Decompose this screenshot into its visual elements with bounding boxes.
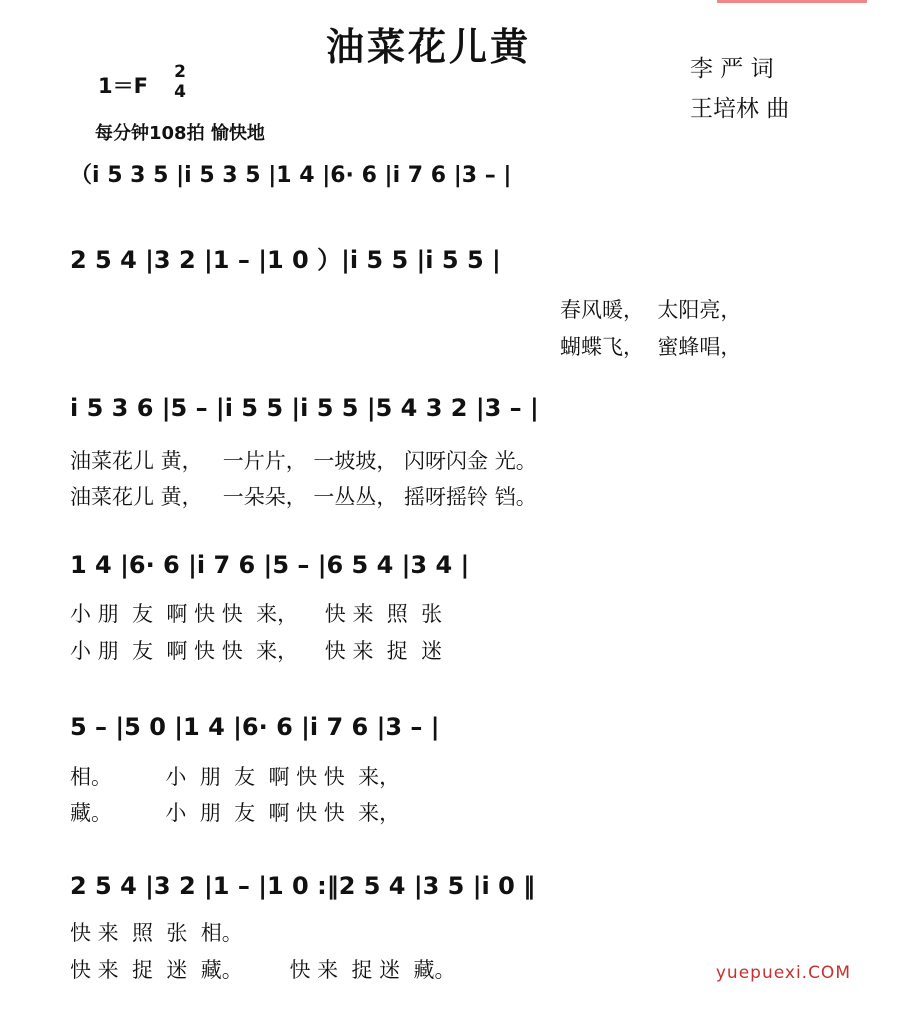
lyric-line-3-verse-1: 油菜花儿 黄， 一片片， 一坡坡， 闪呀闪金 光。 [70, 449, 537, 473]
score-line-1 [0, 160, 897, 210]
lyric-line-4-verse-1: 小 朋 友 啊 快 快 来， 快 来 照 张 [70, 602, 443, 626]
lyric-line-5-verse-2: 藏。 小 朋 友 啊 快 快 来， [70, 801, 401, 825]
score-line-6 [0, 870, 897, 920]
score-line-4 [0, 549, 897, 599]
site-watermark: yuepuexi.COM [715, 963, 851, 983]
score-line-3 [0, 392, 897, 442]
score-line-6-text: 2 5 4 |3 2 |1 – |1 0 :‖2 5 4 |3 5 |i 0 ‖ [70, 872, 536, 900]
lyric-line-4-verse-2: 小 朋 友 啊 快 快 来， 快 来 捉 迷 [70, 639, 443, 663]
lyric-line-6-verse-1: 快 来 照 张 相。 [70, 921, 243, 945]
score-line-3-text: i 5 3 6 |5 – |i 5 5 |i 5 5 |5 4 3 2 |3 – | [70, 394, 539, 422]
score-line-5 [0, 711, 897, 761]
score-line-1-text: （i 5 3 5 |i 5 3 5 |1 4 |6· 6 |i 7 6 |3 – | [70, 163, 512, 188]
score-line-4-text: 1 4 |6· 6 |i 7 6 |5 – |6 5 4 |3 4 | [70, 551, 470, 579]
lyric-line-2-verse-2: 蝴蝶飞， 蜜蜂唱， [560, 335, 742, 359]
lyric-line-3-verse-2: 油菜花儿 黄， 一朵朵， 一丛丛， 摇呀摇铃 铛。 [70, 485, 537, 509]
score-line-5-text: 5 – |5 0 |1 4 |6· 6 |i 7 6 |3 – | [70, 713, 440, 741]
key-signature: 1＝F [98, 74, 148, 98]
tempo-marking: 每分钟108拍 愉快地 [95, 123, 265, 144]
composer-credit: 王培林 曲 [690, 96, 790, 122]
lyricist-credit: 李 严 词 [690, 56, 774, 82]
score-line-2-text: 2 5 4 |3 2 |1 – |1 0 ）|i 5 5 |i 5 5 | [70, 246, 501, 274]
lyric-line-2-verse-1: 春风暖， 太阳亮， [560, 298, 742, 322]
time-signature [173, 62, 187, 102]
lyric-line-5-verse-1: 相。 小 朋 友 啊 快 快 来， [70, 765, 401, 789]
lyric-line-6-verse-2: 快 来 捉 迷 藏。 快 来 捉 迷 藏。 [70, 958, 456, 982]
song-title: 油菜花儿黄 [326, 24, 532, 69]
time-signature-bottom: 4 [174, 82, 186, 102]
time-signature-top: 2 [174, 62, 186, 82]
score-line-2 [0, 244, 897, 294]
top-edge-mark [717, 0, 867, 3]
